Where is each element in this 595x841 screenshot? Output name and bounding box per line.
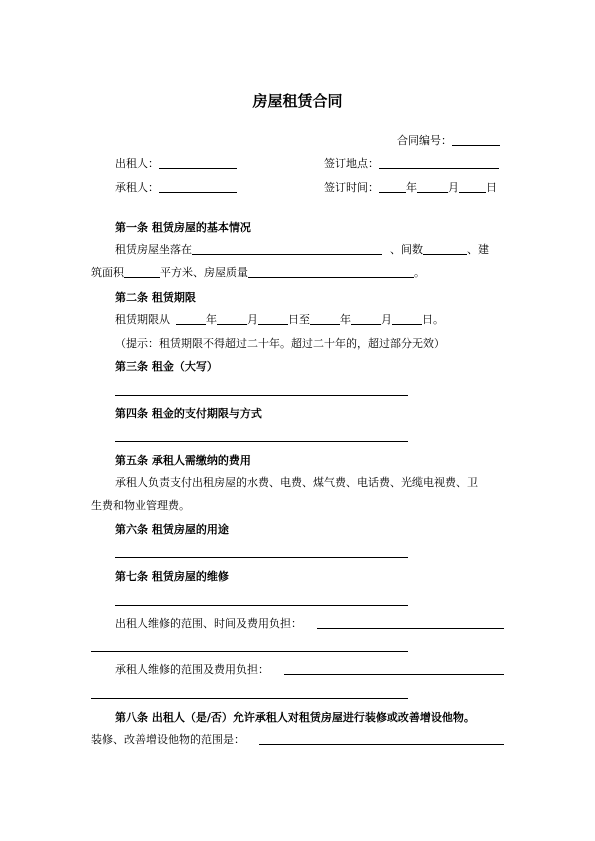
- sign-year-blank[interactable]: [379, 181, 406, 193]
- sign-month-blank[interactable]: [417, 181, 448, 193]
- rooms-label: 、间数: [390, 243, 423, 256]
- lessee-repair-blank-2[interactable]: [91, 698, 408, 699]
- usage-blank[interactable]: [115, 557, 408, 558]
- article-5-line-1: 承租人负责支付出租房屋的水费、电费、煤气费、电话费、光缆电视费、卫: [115, 476, 478, 489]
- article-6-heading: 第六条 租赁房屋的用途: [115, 523, 229, 536]
- end-month-label: 月: [381, 313, 392, 326]
- article-2-line-1: [115, 313, 444, 327]
- lessee-repair-blank[interactable]: [284, 674, 504, 675]
- article-1-line-1: [115, 243, 489, 257]
- sign-place-blank[interactable]: [379, 157, 499, 169]
- location-blank[interactable]: [192, 243, 382, 255]
- lessor-field: [115, 157, 237, 171]
- lessee-field: [115, 181, 237, 195]
- end-month-blank[interactable]: [351, 313, 381, 325]
- area-label: 筑面积: [91, 266, 124, 279]
- quality-blank[interactable]: [248, 266, 414, 278]
- end-day-label: 日。: [422, 313, 444, 326]
- area-prefix: 、建: [467, 243, 489, 256]
- lessor-blank[interactable]: [159, 157, 237, 169]
- article-1-line-2: [91, 266, 425, 280]
- page-title: 房屋租赁合同: [252, 92, 343, 110]
- lessee-label: 承租人：: [115, 181, 159, 194]
- sign-time-label: 签订时间：: [324, 181, 379, 194]
- end-year-blank[interactable]: [310, 313, 340, 325]
- start-year-label: 年: [206, 313, 217, 326]
- article-2-heading: 第二条 租赁期限: [115, 291, 196, 304]
- article-5-heading: 第五条 承租人需缴纳的费用: [115, 454, 251, 467]
- term-label: 租赁期限从: [115, 313, 170, 326]
- article-7-heading: 第七条 租赁房屋的维修: [115, 570, 229, 583]
- area-blank[interactable]: [124, 266, 160, 278]
- lessee-blank[interactable]: [159, 181, 237, 193]
- sign-place-label: 签订地点：: [324, 157, 379, 170]
- contract-number-blank[interactable]: [452, 134, 500, 146]
- article-8-heading: 第八条 出租人（是/否）允许承租人对租赁房屋进行装修或改善增设他物。: [115, 711, 475, 724]
- end-day-blank[interactable]: [392, 313, 422, 325]
- sign-year-label: 年: [406, 181, 417, 194]
- rent-amount-blank[interactable]: [115, 395, 408, 396]
- renovation-scope-field: [91, 733, 245, 747]
- article-1-end: 。: [414, 266, 425, 279]
- sign-day-blank[interactable]: [459, 181, 486, 193]
- lessor-repair-blank[interactable]: [317, 628, 504, 629]
- lessor-repair-field: [115, 617, 302, 631]
- start-year-blank[interactable]: [176, 313, 206, 325]
- lessee-repair-label: 承租人维修的范围及费用负担：: [115, 663, 269, 676]
- renovation-scope-label: 装修、改善增设他物的范围是：: [91, 733, 245, 746]
- sign-time-field: [324, 181, 497, 195]
- start-month-blank[interactable]: [217, 313, 247, 325]
- location-label: 租赁房屋坐落在: [115, 243, 192, 256]
- lessee-repair-field: [115, 663, 269, 677]
- sign-month-label: 月: [448, 181, 459, 194]
- lessor-repair-blank-2[interactable]: [91, 651, 408, 652]
- article-3-heading: 第三条 租金（大写）: [115, 360, 218, 373]
- article-4-heading: 第四条 租金的支付期限与方式: [115, 407, 262, 420]
- repair-blank[interactable]: [115, 605, 408, 606]
- lessor-repair-label: 出租人维修的范围、时间及费用负担：: [115, 617, 302, 630]
- contract-number-field: [397, 134, 500, 148]
- payment-terms-blank[interactable]: [115, 441, 408, 442]
- start-day-label: 日至: [288, 313, 310, 326]
- rooms-blank[interactable]: [423, 243, 467, 255]
- article-5-line-2: 生费和物业管理费。: [91, 499, 190, 512]
- start-day-blank[interactable]: [258, 313, 288, 325]
- contract-number-label: 合同编号：: [397, 134, 452, 147]
- article-1-heading: 第一条 租赁房屋的基本情况: [115, 221, 251, 234]
- renovation-scope-blank[interactable]: [259, 744, 504, 745]
- quality-label: 平方米、房屋质量: [160, 266, 248, 279]
- article-2-note: （提示：租赁期限不得超过二十年。超过二十年的，超过部分无效）: [115, 337, 445, 350]
- sign-day-label: 日: [486, 181, 497, 194]
- lessor-label: 出租人：: [115, 157, 159, 170]
- sign-place-field: [324, 157, 499, 171]
- end-year-label: 年: [340, 313, 351, 326]
- start-month-label: 月: [247, 313, 258, 326]
